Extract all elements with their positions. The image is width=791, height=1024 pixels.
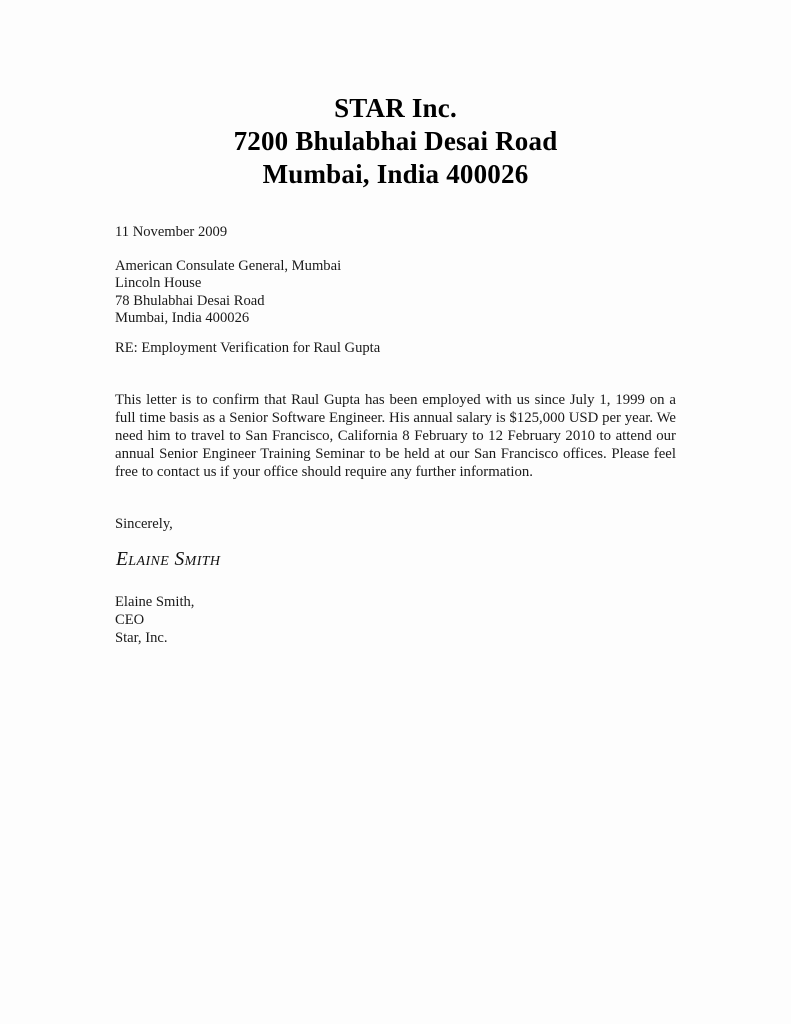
handwritten-signature: Elaine Smith (116, 549, 221, 570)
recipient-line-organization: American Consulate General, Mumbai (115, 258, 342, 274)
subject-line: RE: Employment Verification for Raul Gupta (115, 340, 381, 356)
letterhead-company-name: STAR Inc. (334, 93, 457, 123)
signer-block (115, 593, 194, 647)
letterhead-city-line: Mumbai, India 400026 (262, 159, 529, 189)
letter-body-paragraph: This letter is to confirm that Raul Gupta has been employed with us since July 1, 1999 on a full time basis as a Senior Software Engineer. His annual salary is $125,000 USD per year. We need him to travel to San Francisco, California 8 February to 12 February 2010 to attend our annual Senior Engineer Training Seminar to be held at our San Francisco offices. Please feel free to contact us if your office should require any further information. (115, 392, 676, 481)
signer-title: CEO (115, 612, 145, 628)
recipient-line-city: Mumbai, India 400026 (115, 310, 250, 327)
recipient-line-building: Lincoln House (115, 275, 202, 292)
recipient-line-street: 78 Bhulabhai Desai Road (115, 292, 265, 309)
closing-salutation: Sincerely, (115, 516, 173, 532)
letterhead-street-address: 7200 Bhulabhai Desai Road (233, 126, 558, 156)
recipient-address-block (115, 258, 341, 328)
letter-date: 11 November 2009 (115, 224, 228, 240)
signer-name: Elaine Smith, (115, 594, 195, 610)
signer-company: Star, Inc. (115, 630, 168, 646)
letterhead (0, 92, 791, 191)
